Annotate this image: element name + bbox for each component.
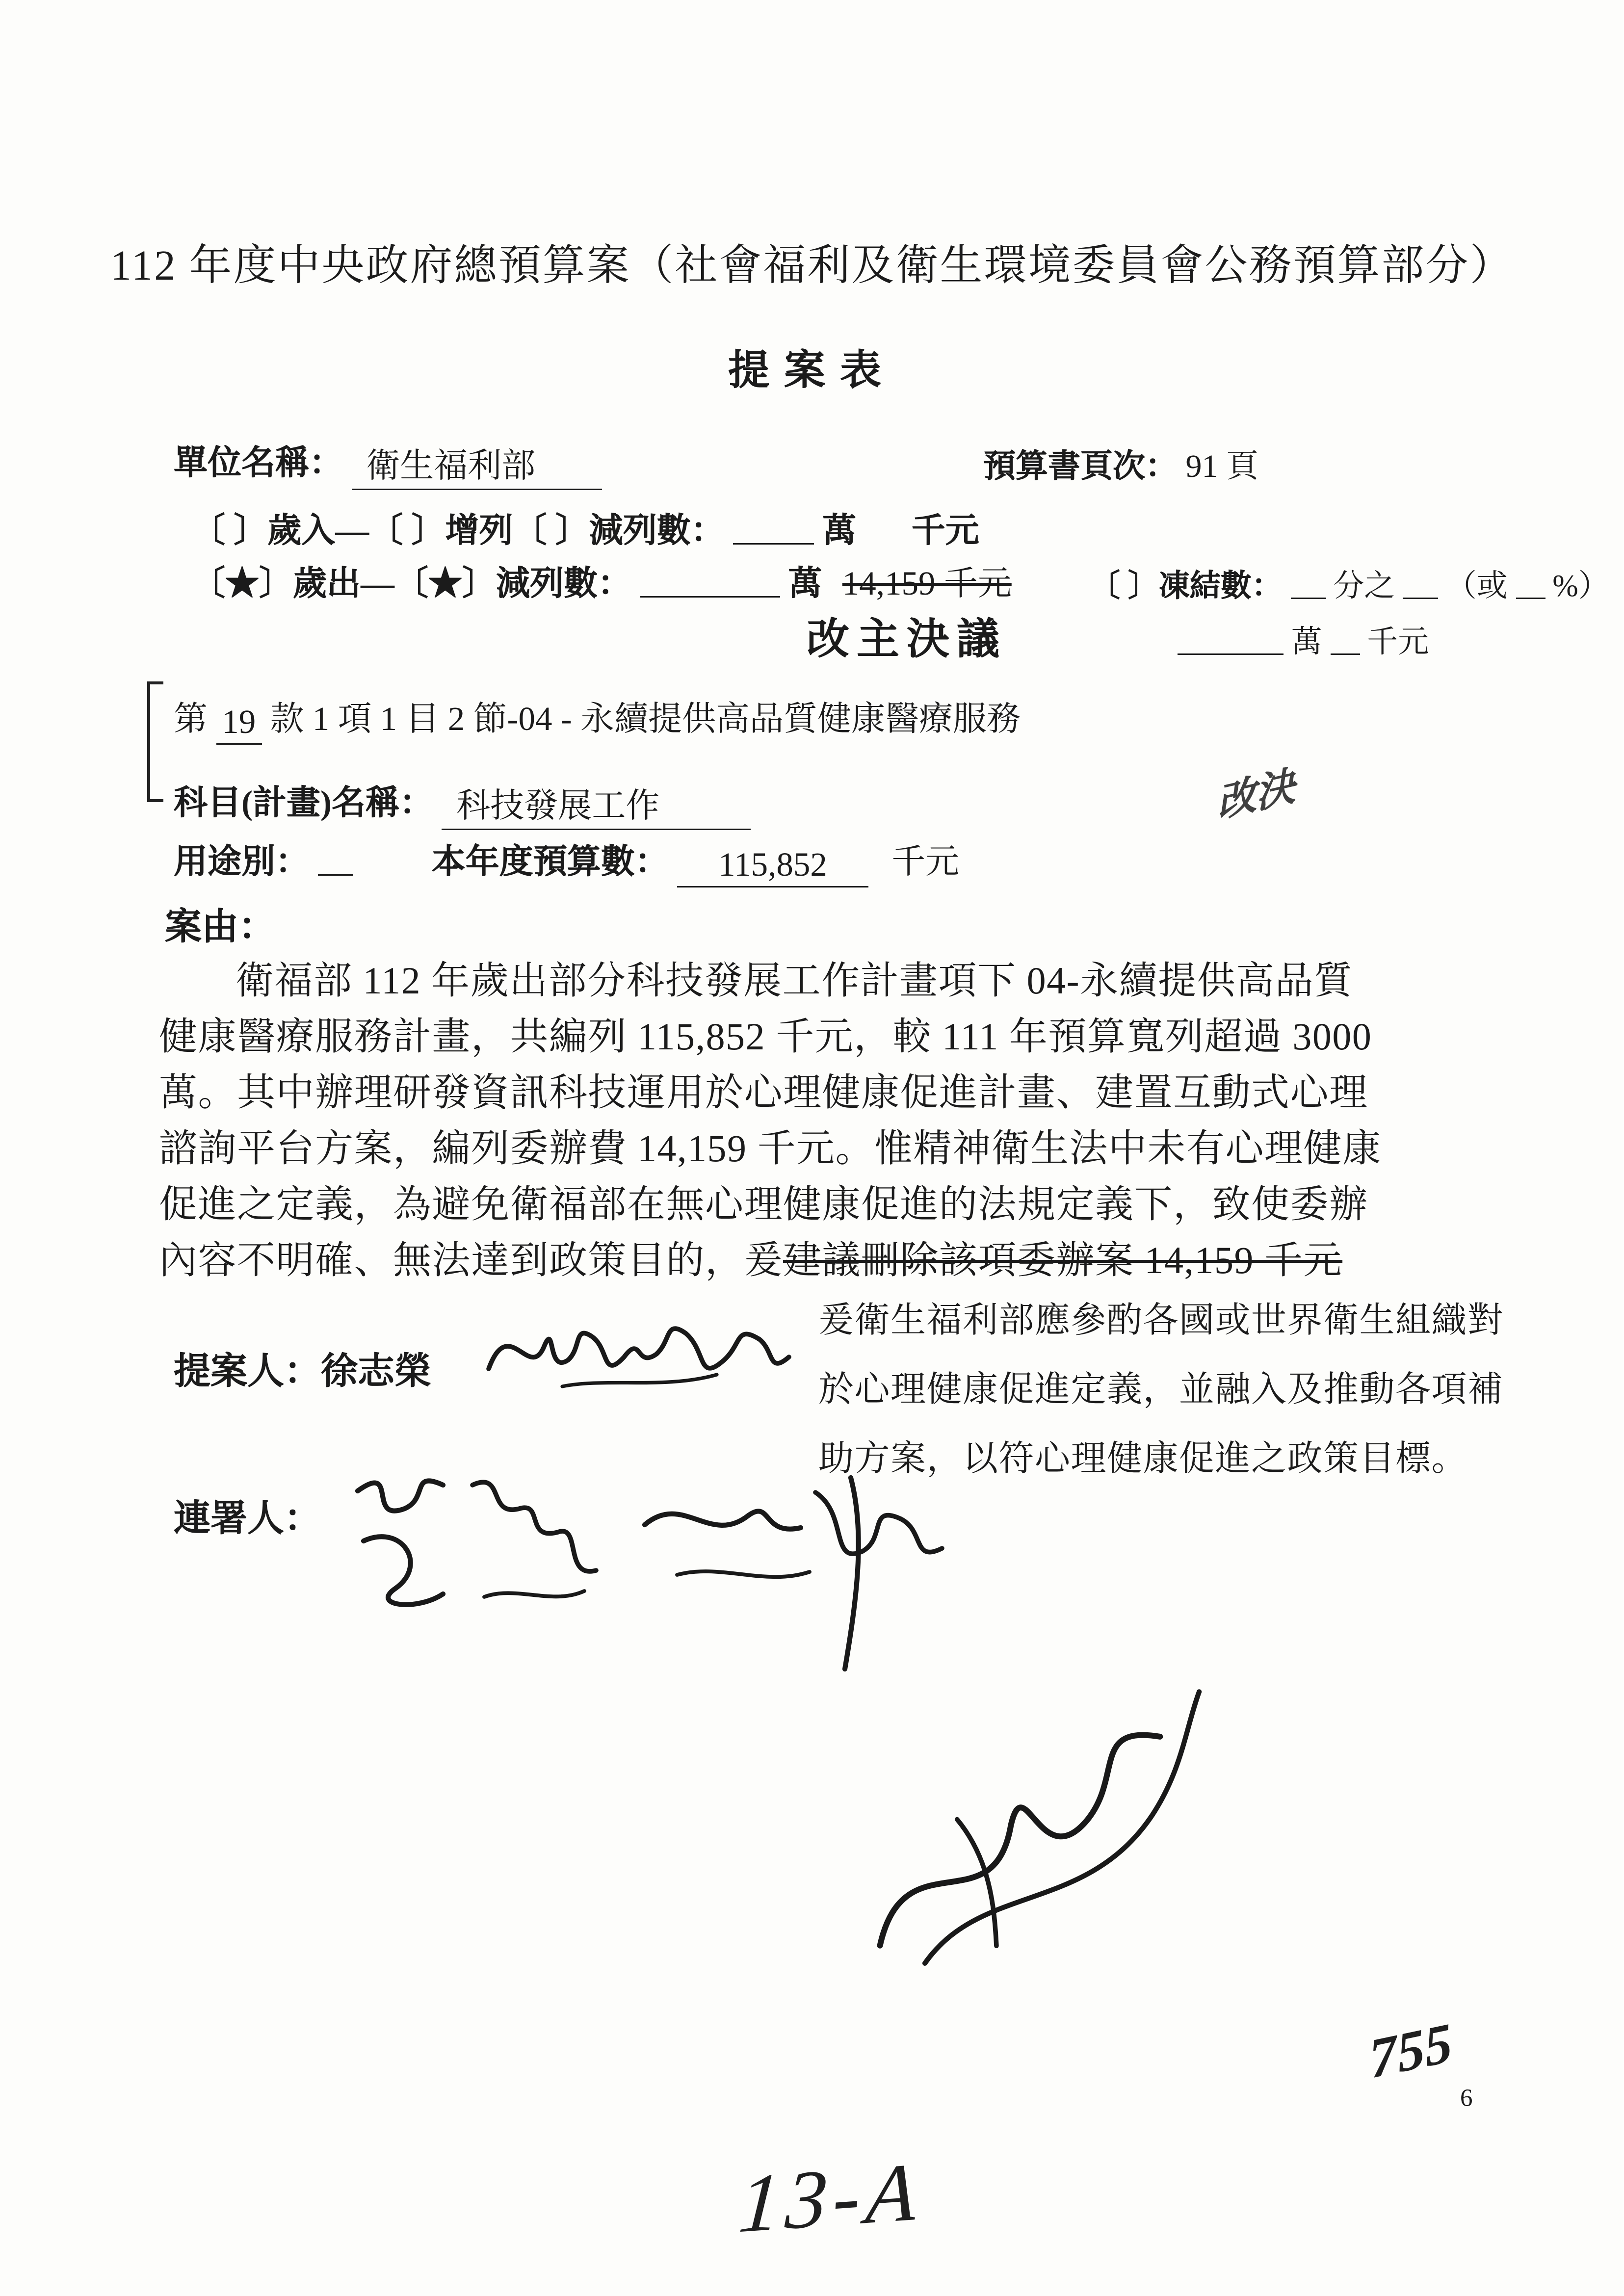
blank-underline: [1178, 622, 1283, 655]
expenditure-line: [191, 556, 1012, 605]
case-paragraph: [159, 954, 1506, 1289]
proposer-row: [174, 1342, 431, 1395]
blank-underline: [1403, 566, 1438, 599]
unit-name-label: 單位名稱：: [174, 444, 343, 481]
proposer-signature: [474, 1292, 798, 1410]
handwritten-number-755: 755: [1366, 2012, 1455, 2091]
form-title: 提案表: [728, 349, 896, 394]
item-prefix: 第: [174, 701, 208, 737]
cosigner-signature-1: [331, 1450, 626, 1641]
blank-underline: [640, 562, 780, 598]
printed-page-number: 6: [1460, 2084, 1473, 2112]
extra-signature: [806, 1653, 1285, 2011]
insert-note-line: 爰衛生福利部應參酌各國或世界衛生組織對: [818, 1303, 1504, 1341]
case-line: 萬。其中辦理研發資訊科技運用於心理健康促進計畫、建置互動式心理: [159, 1071, 1368, 1114]
handwritten-margin-note: 改決: [1215, 763, 1297, 826]
subject-value: 科技發展工作: [442, 779, 751, 830]
item-rest: 款 1 項 1 目 2 節-04 - 永續提供高品質健康醫療服務: [270, 701, 1021, 737]
freeze-or-open: （或: [1445, 568, 1508, 603]
budget-page-row: [983, 442, 1258, 487]
struck-amount: 14,159 千元: [842, 565, 1012, 602]
item-line: [174, 692, 1021, 745]
case-line-struck: 建議刪除該項委辦案 14,159 千元: [783, 1239, 1343, 1282]
blank-underline: [1330, 622, 1360, 655]
insert-note-line: 於心理健康促進定義，並融入及推動各項補: [818, 1372, 1504, 1410]
resolution-stamp: 改主決議: [807, 617, 1007, 664]
handwritten-code-13a: 13-A: [735, 2146, 926, 2251]
blank-underline: [733, 509, 814, 545]
revenue-unit-wan: 萬: [822, 512, 857, 549]
item-number: 19: [216, 704, 262, 745]
proposer-name: 徐志榮: [321, 1353, 432, 1392]
case-line: 諮詢平台方案，編列委辦費 14,159 千元。惟精神衛生法中未有心理健康: [159, 1127, 1382, 1170]
case-label: 案由：: [165, 908, 276, 948]
blank-underline: [1290, 566, 1326, 599]
usage-label: 用途別：: [174, 843, 309, 880]
freeze-unit-qianyuan: 千元: [1367, 624, 1429, 659]
expenditure-unit-wan: 萬: [788, 565, 822, 602]
subject-line: [174, 776, 751, 830]
freeze-line: [1089, 562, 1609, 606]
revenue-line: [191, 503, 979, 552]
budget-page-value: 91 頁: [1185, 447, 1259, 484]
case-line: 促進之定義，為避免衛福部在無心理健康促進的法規定義下，致使委辦: [159, 1183, 1368, 1226]
usage-line: [174, 835, 959, 887]
revenue-label: 〔 〕歲入—〔 〕增列〔 〕減列數：: [191, 512, 725, 549]
case-line-last: [159, 1233, 1506, 1289]
budget-amount-unit: 千元: [891, 843, 960, 880]
freeze-pct-close: %）: [1552, 568, 1609, 603]
freeze-label: 〔 〕凍結數：: [1089, 568, 1283, 603]
budget-page-label: 預算書頁次：: [983, 447, 1178, 484]
freeze-line-2: [1178, 618, 1429, 662]
revenue-unit-qianyuan: 千元: [911, 512, 979, 549]
budget-amount-value: 115,852: [677, 846, 868, 887]
cosigner-label: 連署人：: [174, 1500, 321, 1539]
insert-note-line: 助方案，以符心理健康促進之政策目標。: [818, 1441, 1467, 1479]
proposer-label: 提案人：: [174, 1353, 321, 1392]
unit-name-row: [174, 436, 602, 490]
blank-underline: [1516, 566, 1545, 599]
cosigner-signature-2: [618, 1460, 986, 1681]
blank-underline: [317, 840, 353, 876]
freeze-fraction: 分之: [1333, 568, 1395, 603]
left-bracket: [147, 681, 163, 802]
unit-name-value: 衛生福利部: [351, 439, 602, 490]
budget-amount-label: 本年度預算數：: [431, 843, 669, 880]
expenditure-label: 〔★〕歲出—〔★〕減列數：: [191, 565, 631, 602]
case-line-normal: 內容不明確、無法達到政策目的，爰: [159, 1239, 784, 1282]
case-line: 健康醫療服務計畫，共編列 115,852 千元，較 111 年預算寬列超過 3000: [159, 1016, 1372, 1058]
case-line: 衛福部 112 年歲出部分科技發展工作計畫項下 04-永續提供高品質: [236, 960, 1353, 1002]
document-title: 112 年度中央政府總預算案（社會福利及衛生環境委員會公務預算部分）: [110, 243, 1514, 290]
freeze-unit-wan: 萬: [1291, 624, 1322, 659]
subject-label: 科目(計畫)名稱：: [174, 784, 433, 821]
